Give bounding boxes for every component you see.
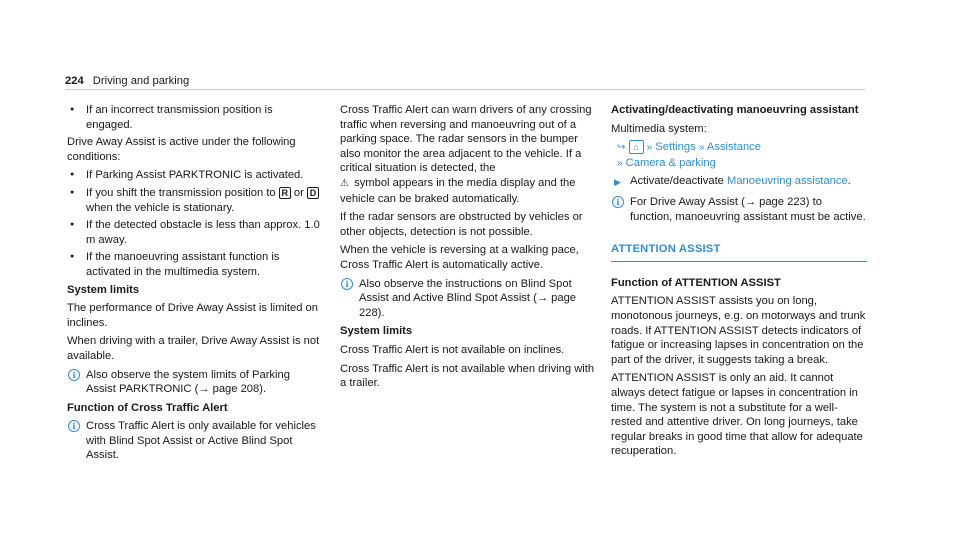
subheading: Function of Cross Traffic Alert [67, 401, 228, 414]
page-header [65, 74, 195, 89]
info-icon: i [612, 196, 624, 208]
paragraph: ATTENTION ASSIST assists you on long, monotonous journeys, e.g. on motorways and trunk roads. If ATTENTION ASSIST detects indicators of fatigue or increasing lapses in concentration on the part of the driver, it suggests taking a break. [611, 295, 866, 366]
info-note: i Also observe the system limits of Parking Assist PARKTRONIC (→ page 208). [67, 368, 322, 397]
paragraph: Cross Traffic Alert can warn drivers of any crossing traffic when reversing and manoeuvring out of a parking space. The radar sensors in the bumper also monitor the area adjacent to the vehicle. If a critical situation is detected, the ⚠ symbol appears in the media display and the vehicle can be braked automatically. [340, 104, 592, 205]
warning-car-icon: ⚠ [340, 177, 349, 189]
page-link[interactable]: page 208). [212, 383, 267, 396]
paragraph: Multimedia system: [611, 122, 707, 135]
gear-r-key: R [279, 187, 291, 199]
paragraph: Cross Traffic Alert is not available when driving with a trailer. [340, 362, 595, 390]
paragraph: ATTENTION ASSIST is only an aid. It cannot always detect fatigue or lapses in concentration in time. The system is not a substitute for a well-rested and attentive driver. On long journeys, take regular breaks in good time that allow for adequate recuperation. [611, 372, 863, 458]
chevron-right-icon: » [617, 157, 623, 169]
paragraph: Cross Traffic Alert is not available on inclines. [340, 343, 565, 356]
paragraph: Drive Away Assist is active under the following conditions: [67, 136, 296, 163]
paragraph: The performance of Drive Away Assist is limited on inclines. [67, 302, 318, 329]
subheading: System limits [340, 325, 413, 338]
subheading: Function of ATTENTION ASSIST [611, 276, 781, 289]
column-left [67, 103, 322, 467]
action-step: ▶ Activate/deactivate Manoeuvring assistance. [611, 174, 867, 189]
info-note: i For Drive Away Assist (→ page 223) to function, manoeuvring assistant must be active. [611, 195, 867, 224]
section-heading: ATTENTION ASSIST [611, 242, 867, 262]
list-item: ● If the detected obstacle is less than approx. 1.0 m away. [67, 218, 322, 247]
info-icon: i [68, 369, 80, 381]
home-icon[interactable]: ⌂ [629, 140, 644, 154]
play-icon: ▶ [614, 177, 621, 188]
info-note: i Also observe the instructions on Blind Spot Assist and Active Blind Spot Assist (→ page 228). [340, 277, 595, 321]
arrow-icon: → [198, 383, 210, 396]
list-item: ● If Parking Assist PARKTRONIC is activated. [67, 168, 322, 183]
chevron-right-icon: » [698, 142, 705, 154]
page-link[interactable]: page 223) to function, manoeuvring assistant must be active. [630, 195, 866, 223]
gear-d-key: D [307, 187, 319, 199]
paragraph: When driving with a trailer, Drive Away Assist is not available. [67, 335, 320, 362]
paragraph: When the vehicle is reversing at a walking pace, Cross Traffic Alert is automatically active. [340, 244, 579, 271]
info-note: i Cross Traffic Alert is only available for vehicles with Blind Spot Assist or Active Blind Spot Assist. [67, 419, 322, 463]
info-icon: i [341, 278, 353, 290]
header-divider [65, 89, 865, 90]
return-arrow-icon: ↪ [617, 142, 626, 154]
arrow-icon: → [536, 292, 549, 305]
paragraph: If the radar sensors are obstructed by vehicles or other objects, detection is not possible. [340, 211, 583, 238]
menu-camera-parking[interactable]: Camera & parking [625, 156, 716, 169]
menu-assistance[interactable]: Assistance [706, 141, 761, 154]
list-item: ● If an incorrect transmission position is engaged. [67, 103, 322, 132]
page-number: 224 [65, 75, 84, 87]
arrow-icon: → [744, 195, 756, 208]
subheading: Activating/deactivating manoeuvring assistant [611, 104, 859, 116]
menu-settings[interactable]: Settings [655, 141, 696, 154]
page-link[interactable]: page 228). [359, 292, 577, 319]
chapter-title: Driving and parking [92, 75, 190, 87]
column-middle [340, 103, 595, 395]
info-icon: i [68, 420, 80, 432]
menu-path [611, 140, 867, 171]
column-right [611, 103, 867, 463]
list-item: ● If the manoeuvring assistant function is activated in the multimedia system. [67, 250, 322, 279]
list-item: ● If you shift the transmission position to R or D when the vehicle is stationary. [67, 186, 322, 215]
chevron-right-icon: » [646, 142, 653, 154]
subheading: System limits [67, 283, 140, 296]
manoeuvring-assistance-option[interactable]: Manoeuvring assistance [727, 175, 848, 188]
